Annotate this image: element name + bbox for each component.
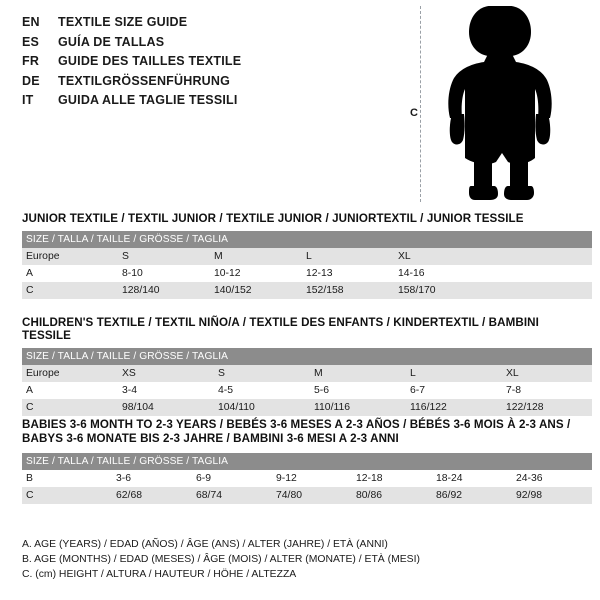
table-header-row [22, 348, 592, 365]
language-title: GUIDA ALLE TAGLIE TESSILI [58, 93, 238, 107]
table-cell: 62/68 [112, 487, 192, 504]
section-junior-textile [16, 212, 590, 313]
language-code: IT [22, 93, 34, 107]
table-cell: 3-4 [118, 382, 214, 399]
row-key: A [22, 382, 118, 399]
table-cell: S [118, 248, 210, 265]
table-header-label: SIZE / TALLA / TAILLE / GRÖSSE / TAGLIA [22, 453, 592, 470]
language-code: EN [22, 15, 40, 29]
row-key: C [22, 282, 118, 299]
row-key: A [22, 265, 118, 282]
table-cell-empty [486, 248, 592, 265]
table-cell: 8-10 [118, 265, 210, 282]
table-cell: 6-7 [406, 382, 502, 399]
children-size-table [22, 348, 592, 416]
table-cell: 9-12 [272, 470, 352, 487]
table-cell: M [310, 365, 406, 382]
measurement-label-c: C [410, 107, 418, 119]
table-cell: XL [394, 248, 486, 265]
table-header-row [22, 231, 592, 248]
table-row [22, 487, 592, 504]
section-title-children: CHILDREN'S TEXTILE / TEXTIL NIÑO/A / TEXTILE DES ENFANTS / KINDERTEXTIL / BAMBINI TESSILE [22, 316, 539, 342]
table-header-label: SIZE / TALLA / TAILLE / GRÖSSE / TAGLIA [22, 231, 592, 248]
table-cell: 104/110 [214, 399, 310, 416]
table-cell: 68/74 [192, 487, 272, 504]
table-cell: 116/122 [406, 399, 502, 416]
language-title: GUÍA DE TALLAS [58, 34, 165, 49]
table-header-label: SIZE / TALLA / TAILLE / GRÖSSE / TAGLIA [22, 348, 592, 365]
language-row [22, 55, 352, 68]
table-cell: XL [502, 365, 592, 382]
table-cell: 12-13 [302, 265, 394, 282]
table-row [22, 399, 592, 416]
table-cell: 24-36 [512, 470, 592, 487]
language-row [22, 94, 352, 107]
language-code: ES [22, 34, 40, 49]
table-cell: 86/92 [432, 487, 512, 504]
table-cell: 98/104 [118, 399, 214, 416]
language-code: FR [22, 54, 40, 68]
table-header-row [22, 453, 592, 470]
table-cell: 140/152 [210, 282, 302, 299]
table-cell: 6-9 [192, 470, 272, 487]
junior-size-table [22, 231, 592, 299]
table-cell: 80/86 [352, 487, 432, 504]
table-cell: L [406, 365, 502, 382]
table-cell-empty [486, 282, 592, 299]
table-cell: 122/128 [502, 399, 592, 416]
table-row [22, 365, 592, 382]
table-cell: M [210, 248, 302, 265]
table-cell: XS [118, 365, 214, 382]
language-row [22, 16, 352, 29]
row-key: C [22, 399, 118, 416]
table-cell: 74/80 [272, 487, 352, 504]
section-title-junior: JUNIOR TEXTILE / TEXTIL JUNIOR / TEXTILE JUNIOR / JUNIORTEXTIL / JUNIOR TESSILE [22, 212, 524, 225]
row-key: C [22, 487, 112, 504]
table-cell: 12-18 [352, 470, 432, 487]
measurement-dashed-line [420, 6, 421, 202]
table-cell-empty [486, 265, 592, 282]
table-row [22, 470, 592, 487]
section-childrens-textile [16, 316, 590, 430]
table-row [22, 265, 592, 282]
language-title: TEXTILGRÖSSENFÜHRUNG [58, 73, 231, 88]
footnote-c: C. (cm) HEIGHT / ALTURA / HAUTEUR / HÖHE / ALTEZZA [22, 568, 297, 580]
table-row [22, 282, 592, 299]
table-cell: 128/140 [118, 282, 210, 299]
table-row [22, 382, 592, 399]
language-row [22, 36, 352, 49]
footnote-a: A. AGE (YEARS) / EDAD (AÑOS) / ÂGE (ANS) / ALTER (JAHRE) / ETÀ (ANNI) [22, 538, 388, 550]
babies-size-table [22, 453, 592, 504]
table-cell: 5-6 [310, 382, 406, 399]
language-code: DE [22, 73, 40, 88]
language-row [22, 75, 352, 88]
table-cell: 4-5 [214, 382, 310, 399]
section-babies-textile [16, 418, 590, 518]
table-cell: 92/98 [512, 487, 592, 504]
table-cell: 10-12 [210, 265, 302, 282]
language-title: TEXTILE SIZE GUIDE [58, 15, 188, 29]
row-key: Europe [22, 365, 118, 382]
table-row [22, 248, 592, 265]
language-header-block [22, 16, 352, 114]
table-cell: 110/116 [310, 399, 406, 416]
table-cell: S [214, 365, 310, 382]
table-cell: 18-24 [432, 470, 512, 487]
row-key: B [22, 470, 112, 487]
child-silhouette-icon [438, 6, 578, 202]
table-cell: 158/170 [394, 282, 486, 299]
table-cell: 3-6 [112, 470, 192, 487]
footnotes-block [22, 537, 582, 582]
row-key: Europe [22, 248, 118, 265]
height-measurement-figure [410, 4, 590, 204]
section-title-babies: BABIES 3-6 MONTH TO 2-3 YEARS / BEBÉS 3-6 MESES A 2-3 AÑOS / BÉBÉS 3-6 MOIS À 2-3 ANS / BABYS 3-6 MONATE BIS 2-3 JAHRE / BAMBINI 3-6 MESI A 2-3 ANNI [22, 418, 571, 446]
language-title: GUIDE DES TAILLES TEXTILE [58, 54, 242, 68]
table-cell: 14-16 [394, 265, 486, 282]
footnote-b: B. AGE (MONTHS) / EDAD (MESES) / ÂGE (MOIS) / ALTER (MONATE) / ETÀ (MESI) [22, 553, 420, 565]
table-cell: L [302, 248, 394, 265]
table-cell: 7-8 [502, 382, 592, 399]
table-cell: 152/158 [302, 282, 394, 299]
